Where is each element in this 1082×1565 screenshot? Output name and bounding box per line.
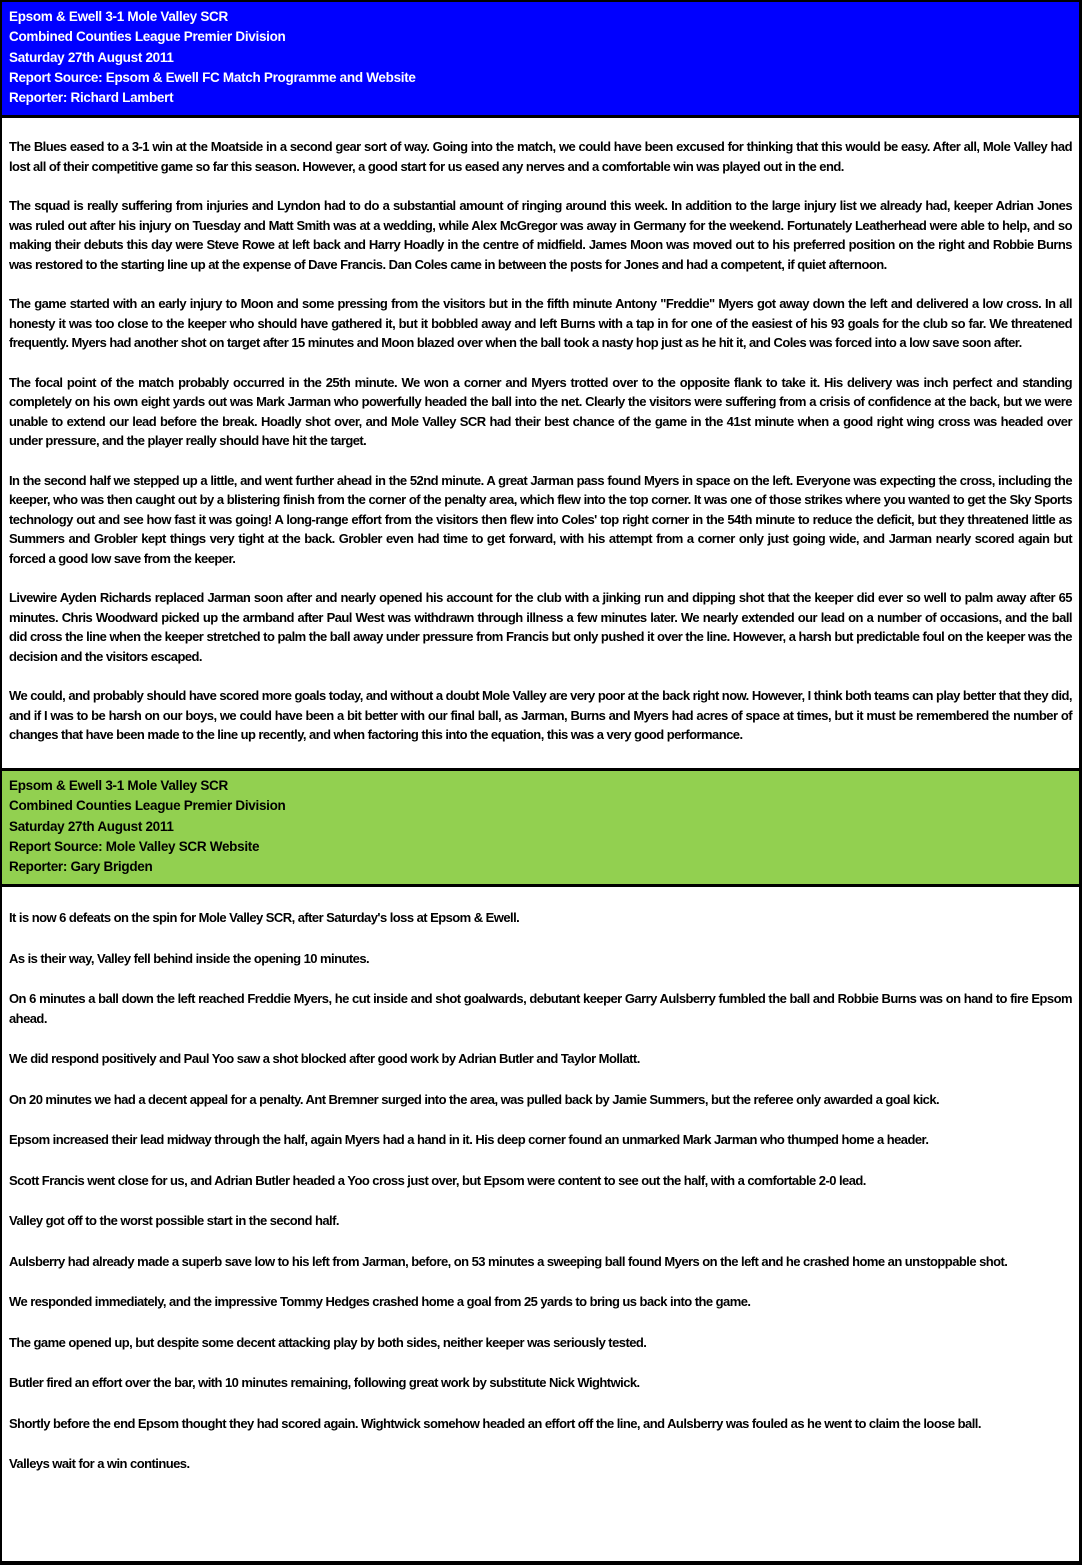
report2-paragraph-5: On 20 minutes we had a decent appeal for a penalty. Ant Bremner surged into the area, was pulled back by Jamie Summers, but the referee only awarded a goal kick. [9,1091,940,1107]
report1-paragraph-3: The game started with an early injury to Moon and some pressing from the visitors but in the fifth minute Antony "Freddie" Myers got away down the left and delivered a low cross. In all honesty it was too close to the keeper who should have gathered it, but it bobbled away and left Burns with a tap in for one of the easiest of his 93 goals for the club so far. We threatened frequently. Myers had another shot on target after 15 minutes and Moon blazed over when the ball took a nasty hop just as he hit it, and Coles was forced into a low save soon after. [9,296,1072,351]
report2-match-title: Epsom & Ewell 3-1 Mole Valley SCR [9,777,228,793]
report1-source-line: Report Source: Epsom & Ewell FC Match Programme and Website [9,69,416,85]
report2-paragraph-8: Valley got off to the worst possible start in the second half. [9,1213,339,1229]
report1-date-line: Saturday 27th August 2011 [9,49,174,65]
report1-reporter-line: Reporter: Richard Lambert [9,90,174,106]
report1-paragraph-2: The squad is really suffering from injuries and Lyndon had to do a substantial amount of ringing around this week. In addition to the large injury list we already had, keeper Adrian Jones was ruled out after his injury on Tuesday and Matt Smith was at a wedding, while Alex McGregor was away in Germany for the weekend. Fortunately Leatherhead were able to help, and so making their debuts this day were Steve Rowe at left back and Harry Hoadly in the centre of midfield. James Moon was moved out to his preferred position on the right and Robbie Burns was restored to the starting line up at the expense of Dave Francis. Dan Coles came in between the posts for Jones and had a competent, if quiet afternoon. [9,198,1072,272]
report1-body [2,137,1079,768]
report2-paragraph-3: On 6 minutes a ball down the left reached Freddie Myers, he cut inside and shot goalwards, debutant keeper Garry Aulsberry fumbled the ball and Robbie Burns was on hand to fire Epsom ahead. [9,991,1072,1026]
report1-header [2,2,1079,118]
report2-reporter-line: Reporter: Gary Brigden [9,859,153,875]
report2-paragraph-14: Valleys wait for a win continues. [9,1456,190,1472]
report2-body [2,908,1079,1505]
report2-date-line: Saturday 27th August 2011 [9,818,174,834]
report1-league-line: Combined Counties League Premier Division [9,29,286,45]
report2-paragraph-11: The game opened up, but despite some decent attacking play by both sides, neither keeper was seriously tested. [9,1334,647,1350]
report2-paragraph-6: Epsom increased their lead midway through the half, again Myers had a hand in it. His deep corner found an unmarked Mark Jarman who thumped home a header. [9,1132,929,1148]
report1-paragraph-1: The Blues eased to a 3-1 win at the Moatside in a second gear sort of way. Going into the match, we could have been excused for thinking that this would be easy. After all, Mole Valley had lost all of their competitive game so far this season. However, a good start for us eased any nerves and a comfortable win was played out in the end. [9,139,1072,174]
report2-paragraph-2: As is their way, Valley fell behind inside the opening 10 minutes. [9,950,370,966]
report2-paragraph-4: We did respond positively and Paul Yoo saw a shot blocked after good work by Adrian Butler and Taylor Mollatt. [9,1051,640,1067]
report2-league-line: Combined Counties League Premier Division [9,798,286,814]
report2-paragraph-12: Butler fired an effort over the bar, with 10 minutes remaining, following great work by substitute Nick Wightwick. [9,1375,640,1391]
report1-paragraph-7: We could, and probably should have scored more goals today, and without a doubt Mole Valley are very poor at the back right now. However, I think both teams can play better that they did, and if I was to be harsh on our boys, we could have been a bit better with our final ball, as Jarman, Burns and Myers had acres of space at times, but it must be remembered the number of changes that have been made to the line up recently, and when factoring this into the equation, this was a very good performance. [9,688,1072,743]
report1-match-title: Epsom & Ewell 3-1 Mole Valley SCR [9,9,228,24]
report2-source-line: Report Source: Mole Valley SCR Website [9,838,260,854]
report1-paragraph-5: In the second half we stepped up a little, and went further ahead in the 52nd minute. A great Jarman pass found Myers in space on the left. Everyone was expecting the cross, including the keeper, who was then caught out by a blistering finish from the corner of the penalty area, which flew into the top corner. It was one of those strikes where you wanted to get the Sky Sports technology out and see how fast it was going! A long-range effort from the visitors then flew into Coles' top right corner in the 54th minute to reduce the deficit, but they threatened little as Summers and Grobler kept things very tight at the back. Grobler even had time to get forward, with his attempt from a corner only just going wide, and Jarman nearly scored again but forced a good low save from the keeper. [9,472,1072,566]
report2-paragraph-7: Scott Francis went close for us, and Adrian Butler headed a Yoo cross just over, but Epsom were content to see out the half, with a comfortable 2-0 lead. [9,1172,866,1188]
report2-header [2,768,1079,887]
report2-paragraph-1: It is now 6 defeats on the spin for Mole Valley SCR, after Saturday's loss at Epsom & Ewell. [9,910,520,926]
report2-paragraph-10: We responded immediately, and the impressive Tommy Hedges crashed home a goal from 25 yards to bring us back into the game. [9,1294,751,1310]
report1-paragraph-4: The focal point of the match probably occurred in the 25th minute. We won a corner and Myers trotted over to the opposite flank to take it. His delivery was inch perfect and standing completely on his own eight yards out was Mark Jarman who powerfully headed the ball into the net. Clearly the visitors were suffering from a crisis of confidence at the back, but we were unable to extend our lead before the break. Hoadly shot over, and Mole Valley SCR had their best chance of the game in the 41st minute when a good right wing cross was headed over under pressure, and the player really should have hit the target. [9,374,1072,449]
report2-paragraph-13: Shortly before the end Epsom thought they had scored again. Wightwick somehow headed an effort off the line, and Aulsberry was fouled as he went to claim the loose ball. [9,1415,981,1431]
report2-paragraph-9: Aulsberry had already made a superb save low to his left from Jarman, before, on 53 minutes a sweeping ball found Myers on the left and he crashed home an unstoppable shot. [9,1253,1008,1269]
report1-paragraph-6: Livewire Ayden Richards replaced Jarman soon after and nearly opened his account for the club with a jinking run and dipping shot that the keeper did ever so well to palm away after 65 minutes. Chris Woodward picked up the armband after Paul West was withdrawn through illness a few minutes later. We nearly extended our lead on a number of occasions, and the ball did cross the line when the keeper stretched to palm the ball away under pressure from Francis but only pushed it over the line. However, a harsh but predictable foul on the keeper was the decision and the visitors escaped. [9,590,1072,664]
